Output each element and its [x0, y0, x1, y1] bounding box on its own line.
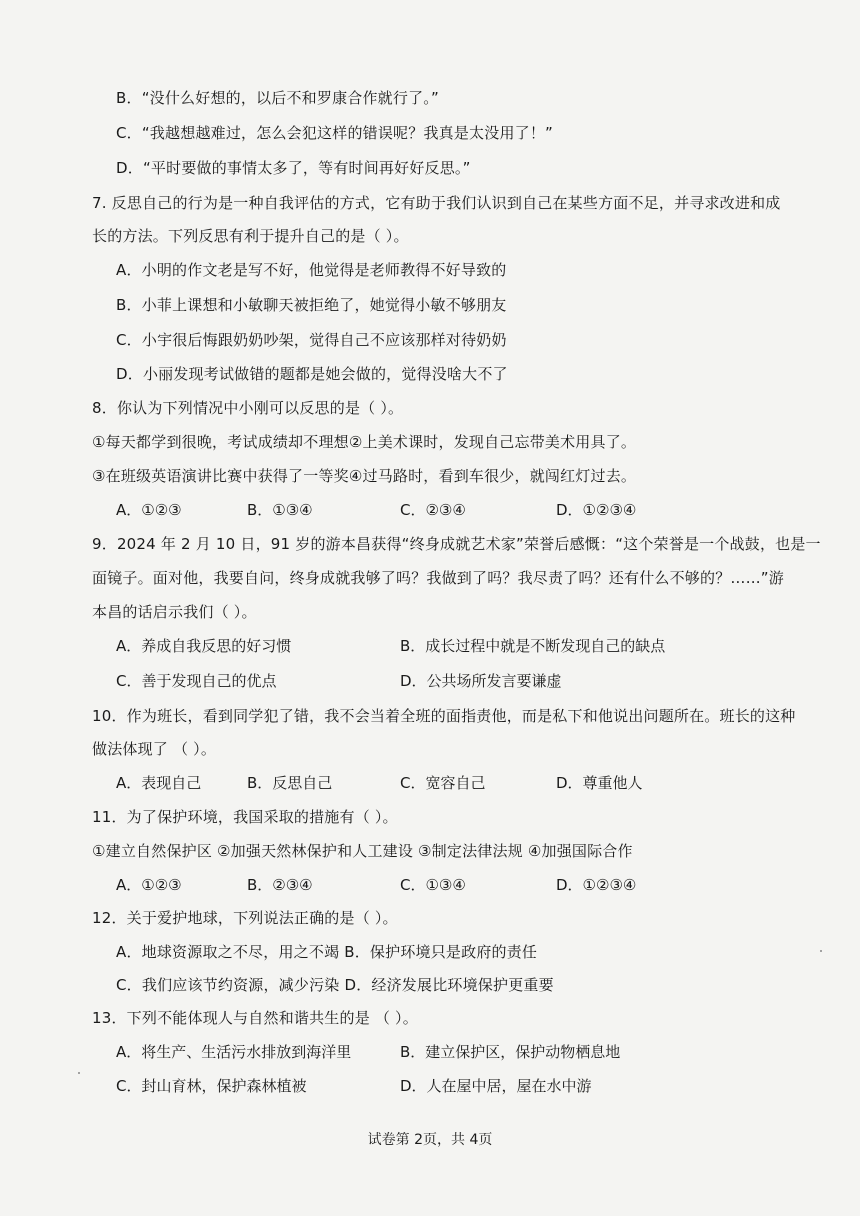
q10-option-d: D．尊重他人 [556, 774, 643, 792]
q8-items-line2: ③在班级英语演讲比赛中获得了一等奖④过马路时，看到车很少，就闯红灯过去。 [92, 467, 637, 485]
q9-stem-line2: 面镜子。面对他，我要自问，终身成就我够了吗？我做到了吗？我尽责了吗？还有什么不够的？……”游 [92, 569, 784, 587]
q11-items: ①建立自然保护区 ②加强天然林保护和人工建设 ③制定法律法规 ④加强国际合作 [92, 842, 633, 860]
q9-option-d: D．公共场所发言要谦虚 [400, 672, 562, 690]
q10-option-a: A．表现自己 [116, 774, 202, 792]
q13-option-a: A．将生产、生活污水排放到海洋里 [116, 1043, 352, 1061]
q7-option-b: B．小菲上课想和小敏聊天被拒绝了，她觉得小敏不够朋友 [116, 296, 507, 314]
q8-option-d: D．①②③④ [556, 501, 637, 519]
q10-option-b: B．反思自己 [247, 774, 333, 792]
q11-option-a: A．①②③ [116, 876, 182, 894]
scan-speck [820, 950, 822, 952]
q8-items-line1: ①每天都学到很晚，考试成绩却不理想②上美术课时，发现自己忘带美术用具了。 [92, 433, 637, 451]
q13-option-b: B．建立保护区，保护动物栖息地 [400, 1043, 621, 1061]
q12-options-line2: C．我们应该节约资源，减少污染 D．经济发展比环境保护更重要 [116, 976, 554, 994]
q11-option-c: C．①③④ [400, 876, 466, 894]
q7-option-d: D．小丽发现考试做错的题都是她会做的，觉得没啥大不了 [116, 365, 508, 383]
q8-option-a: A．①②③ [116, 501, 182, 519]
q12-options-line1: A．地球资源取之不尽，用之不竭 B．保护环境只是政府的责任 [116, 943, 538, 961]
q13-option-c: C．封山育林，保护森林植被 [116, 1077, 307, 1095]
q7-stem-line1: 7. 反思自己的行为是一种自我评估的方式，它有助于我们认识到自己在某些方面不足，并寻求改进和成 [92, 194, 781, 212]
q7-stem-line2: 长的方法。下列反思有利于提升自己的是（ ）。 [92, 227, 409, 245]
q9-option-b: B．成长过程中就是不断发现自己的缺点 [400, 637, 666, 655]
q13-stem: 13．下列不能体现人与自然和谐共生的是 （ ）。 [92, 1009, 418, 1027]
q7-option-c: C．小宇很后悔跟奶奶吵架，觉得自己不应该那样对待奶奶 [116, 331, 507, 349]
q7-option-a: A．小明的作文老是写不好，他觉得是老师教得不好导致的 [116, 261, 507, 279]
q10-stem-line2: 做法体现了 （ ）。 [92, 740, 217, 758]
q9-stem-line3: 本昌的话启示我们（ ）。 [92, 603, 257, 621]
page-footer: 试卷第 2页，共 4页 [367, 1132, 493, 1148]
q8-option-b: B．①③④ [247, 501, 313, 519]
q11-stem: 11．为了保护环境，我国采取的措施有（ ）。 [92, 808, 398, 826]
q8-stem: 8．你认为下列情况中小刚可以反思的是（ ）。 [92, 399, 404, 417]
scan-speck [78, 1072, 80, 1074]
q10-option-c: C．宽容自己 [400, 774, 486, 792]
q9-stem-line1: 9．2024 年 2 月 10 日，91 岁的游本昌获得“终身成就艺术家”荣誉后感慨：“这个荣誉是一个战鼓，也是一 [92, 535, 821, 553]
q6-option-d: D．“平时要做的事情太多了，等有时间再好好反思。” [116, 159, 471, 177]
q8-option-c: C．②③④ [400, 501, 466, 519]
q9-option-c: C．善于发现自己的优点 [116, 672, 277, 690]
q10-stem-line1: 10．作为班长，看到同学犯了错，我不会当着全班的面指责他，而是私下和他说出问题所在。班长的这种 [92, 707, 796, 725]
q6-option-b: B．“没什么好想的，以后不和罗康合作就行了。” [116, 89, 439, 107]
q9-option-a: A．养成自我反思的好习惯 [116, 637, 292, 655]
q11-option-d: D．①②③④ [556, 876, 637, 894]
q13-option-d: D．人在屋中居，屋在水中游 [400, 1077, 592, 1095]
q12-stem: 12．关于爱护地球，下列说法正确的是（ ）。 [92, 909, 398, 927]
q6-option-c: C．“我越想越难过，怎么会犯这样的错误呢？我真是太没用了！” [116, 124, 554, 142]
q11-option-b: B．②③④ [247, 876, 313, 894]
